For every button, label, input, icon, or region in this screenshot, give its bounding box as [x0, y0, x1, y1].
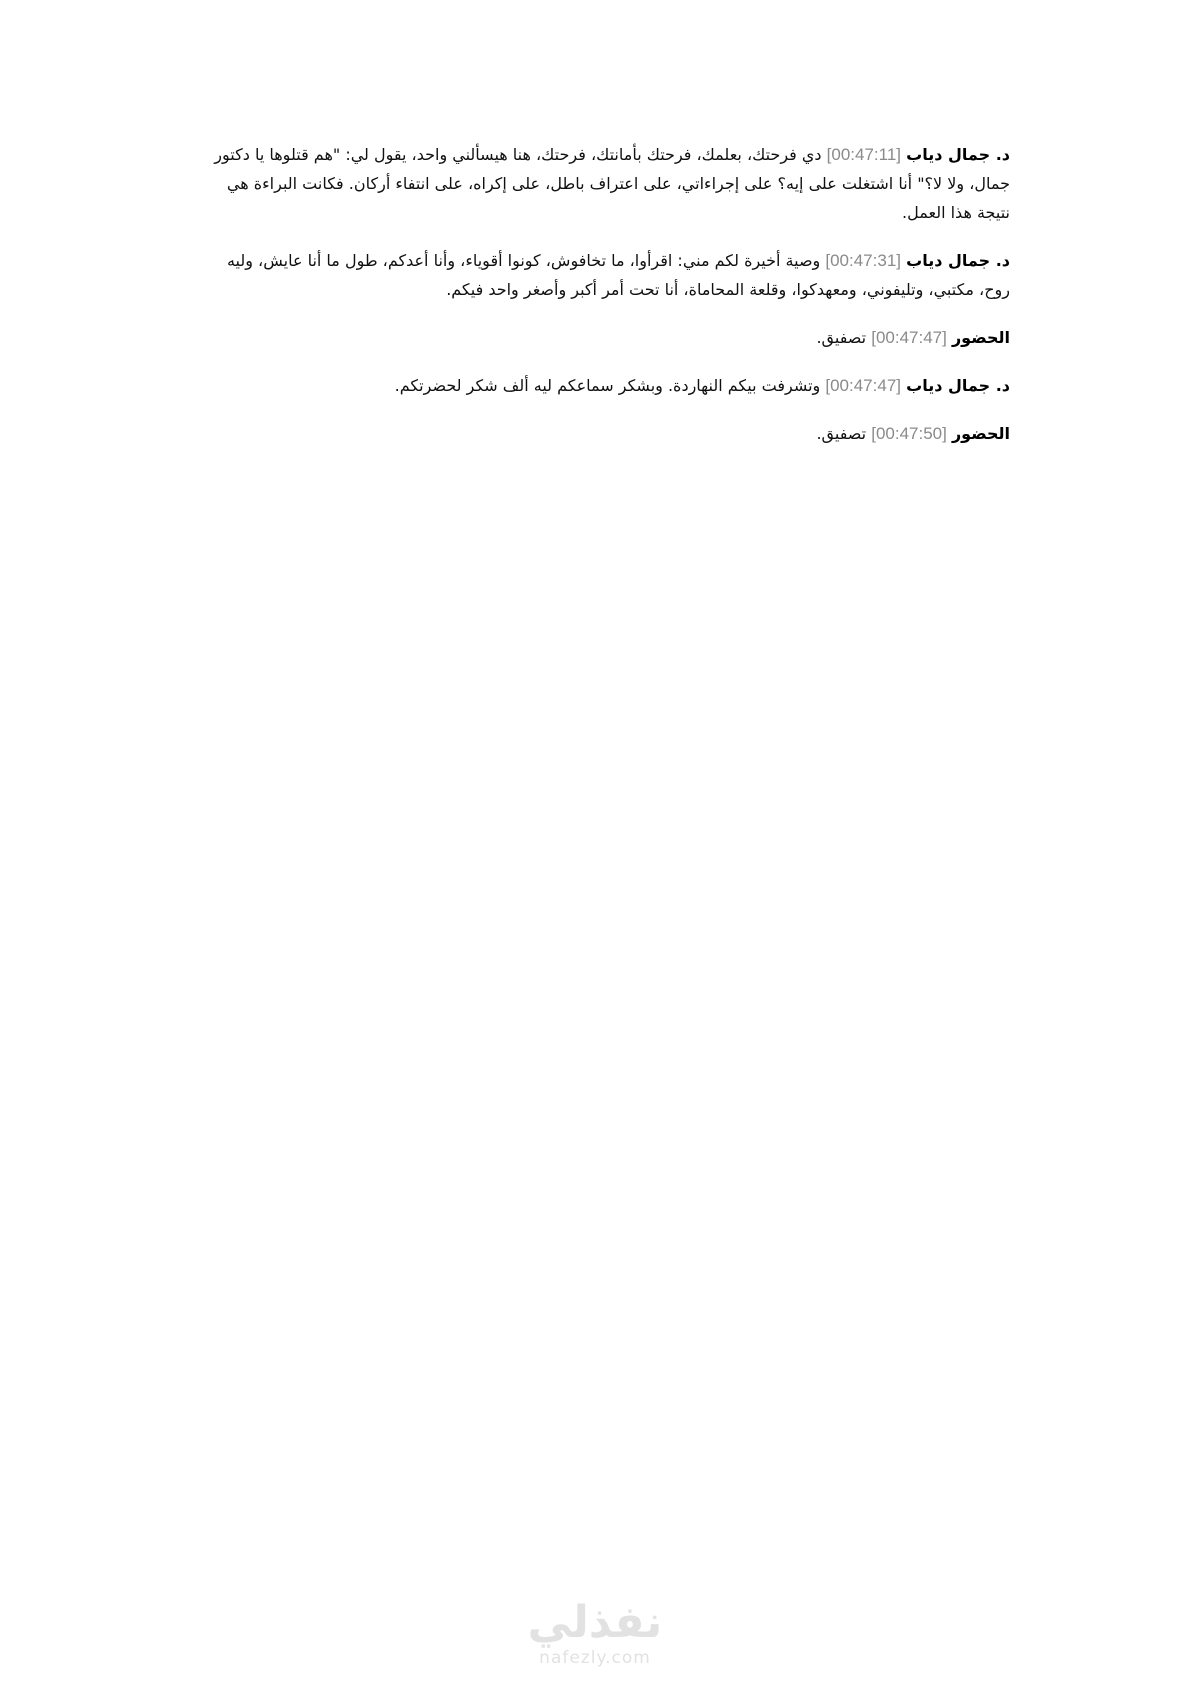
utterance-text: وتشرفت بيكم النهاردة. وبشكر سماعكم ليه ألف شكر لحضرتكم. [394, 376, 821, 395]
nafezly-watermark [505, 1598, 685, 1668]
transcript-entry [198, 140, 1010, 227]
speaker-name: د. جمال دياب [906, 251, 1010, 270]
utterance-text: وصية أخيرة لكم مني: اقرأوا، ما تخافوش، كونوا أقوياء، وأنا أعدكم، طول ما أنا عايش، وليه روح، مكتبي، وتليفوني، ومعهدكوا، وقلعة المحاماة، أنا تحت أمر أكبر وأصغر واحد فيكم. [226, 251, 1010, 299]
timestamp: [00:47:31] [825, 251, 902, 270]
timestamp: [00:47:50] [871, 424, 947, 443]
transcript-body [198, 140, 1010, 467]
transcript-entry [198, 419, 1010, 448]
timestamp: [00:47:47] [871, 328, 947, 347]
timestamp: [00:47:11] [826, 145, 902, 164]
timestamp: [00:47:47] [825, 376, 902, 395]
transcript-entry [198, 371, 1010, 400]
utterance-text: تصفيق. [816, 424, 867, 443]
transcript-entry [198, 246, 1010, 304]
utterance-text: تصفيق. [816, 328, 867, 347]
speaker-name: د. جمال دياب [906, 376, 1010, 395]
speaker-name: د. جمال دياب [906, 145, 1010, 164]
utterance-text: دي فرحتك، بعلمك، فرحتك بأمانتك، فرحتك، هنا هيسألني واحد، يقول لي: "هم قتلوها يا دكتور جمال، ولا لا؟" أنا اشتغلت على إيه؟ على إجراءاتي، على اعتراف باطل، على إكراه، على انتفاء أركان. فكانت البراءة هي نتيجة هذا العمل. [214, 145, 1010, 222]
speaker-name: الحضور [951, 424, 1010, 443]
watermark-logo: نفذلي [527, 1597, 663, 1648]
speaker-name: الحضور [951, 328, 1010, 347]
watermark-url: nafezly.com [539, 1648, 651, 1668]
transcript-entry [198, 323, 1010, 352]
